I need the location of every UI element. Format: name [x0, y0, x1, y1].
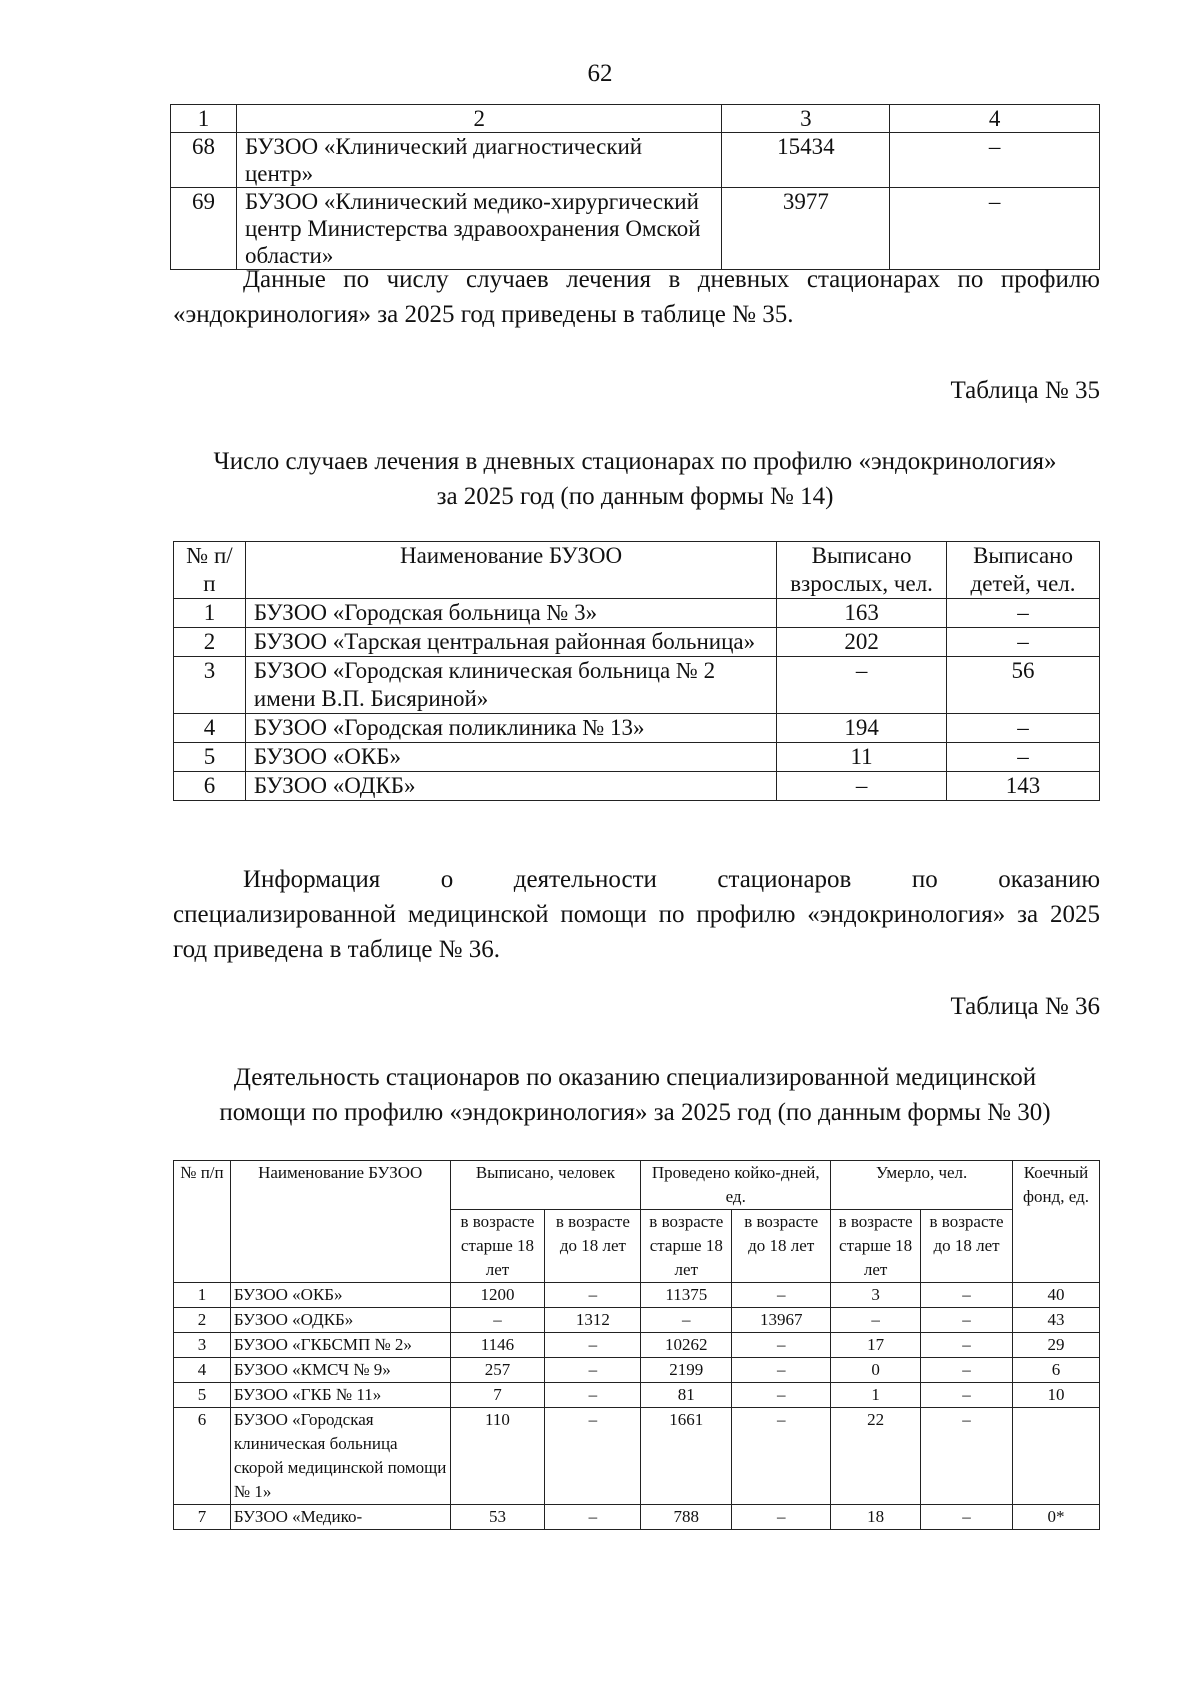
row-adults: 11 [777, 743, 947, 772]
header-num: № п/п [174, 1161, 231, 1283]
row-number: 6 [174, 772, 246, 801]
row-died-adult: 17 [831, 1333, 921, 1358]
table-36-title [150, 1060, 1120, 1130]
row-children: – [947, 599, 1100, 628]
row-number: 3 [174, 657, 246, 714]
row-died-adult: 22 [831, 1408, 921, 1505]
row-died-adult: – [831, 1308, 921, 1333]
row-name: БУЗОО «ОКБ» [230, 1283, 450, 1308]
table-row [174, 743, 1100, 772]
table-35-title [150, 444, 1120, 514]
row-bed-days-child: – [732, 1333, 831, 1358]
row-bed-days-adult: 2199 [641, 1358, 732, 1383]
table-row [174, 1283, 1100, 1308]
row-number: 6 [174, 1408, 231, 1505]
row-discharged-child: – [545, 1333, 641, 1358]
row-died-child: – [921, 1283, 1013, 1308]
row-children: – [947, 743, 1100, 772]
row-beds: 29 [1012, 1333, 1099, 1358]
row-adults: 202 [777, 628, 947, 657]
table-36 [173, 1160, 1100, 1530]
row-name: БУЗОО «Городская клиническая больница № 2 имени В.П. Бисяриной» [245, 657, 776, 714]
subheader-over18: в возрасте старше 18 лет [450, 1210, 545, 1283]
row-name: БУЗОО «Тарская центральная районная больница» [245, 628, 776, 657]
row-discharged-child: – [545, 1408, 641, 1505]
row-name: БУЗОО «ОДКБ» [245, 772, 776, 801]
header-adults: Выписано взрослых, чел. [777, 542, 947, 599]
row-value: – [890, 133, 1100, 188]
row-name: БУЗОО «Клинический медико-хирургический центр Министерства здравоохранения Омской области» [236, 188, 722, 270]
row-adults: – [777, 657, 947, 714]
title-line: за 2025 год (по данным формы № 14) [436, 483, 834, 510]
row-name: БУЗОО «ГКБ № 11» [230, 1383, 450, 1408]
row-died-adult: 3 [831, 1283, 921, 1308]
table-row [171, 133, 1100, 188]
continuation-table [170, 104, 1100, 270]
subheader-over18: в возрасте старше 18 лет [831, 1210, 921, 1283]
table-row [174, 772, 1100, 801]
row-number: 2 [174, 628, 246, 657]
row-bed-days-child: – [732, 1358, 831, 1383]
row-children: – [947, 714, 1100, 743]
row-bed-days-child: – [732, 1383, 831, 1408]
header-cell: 3 [722, 105, 890, 133]
row-bed-days-adult: – [641, 1308, 732, 1333]
row-name: БУЗОО «Городская больница № 3» [245, 599, 776, 628]
row-discharged-adult: 257 [450, 1358, 545, 1383]
subheader-under18: в возрасте до 18 лет [732, 1210, 831, 1283]
row-discharged-child: – [545, 1358, 641, 1383]
row-number: 5 [174, 1383, 231, 1408]
paragraph-table-36-intro [173, 862, 1100, 967]
row-died-child: – [921, 1358, 1013, 1383]
row-died-child: – [921, 1308, 1013, 1333]
header-died: Умерло, чел. [831, 1161, 1013, 1210]
row-discharged-child: – [545, 1283, 641, 1308]
row-name: БУЗОО «Клинический диагностический центр» [236, 133, 722, 188]
row-discharged-adult: 110 [450, 1408, 545, 1505]
row-name: БУЗОО «Городская поликлиника № 13» [245, 714, 776, 743]
row-died-adult: 18 [831, 1505, 921, 1530]
table-35-label: Таблица № 35 [950, 377, 1100, 404]
row-bed-days-adult: 10262 [641, 1333, 732, 1358]
table-row [174, 628, 1100, 657]
row-beds [1012, 1408, 1099, 1505]
subheader-under18: в возрасте до 18 лет [921, 1210, 1013, 1283]
subheader-over18: в возрасте старше 18 лет [641, 1210, 732, 1283]
row-discharged-child: – [545, 1383, 641, 1408]
row-died-child: – [921, 1333, 1013, 1358]
row-value: – [890, 188, 1100, 270]
row-bed-days-adult: 1661 [641, 1408, 732, 1505]
row-number: 5 [174, 743, 246, 772]
header-cell: 1 [171, 105, 237, 133]
table-row [174, 1358, 1100, 1383]
table-header-row [174, 1161, 1100, 1210]
table-35 [173, 541, 1100, 801]
header-children: Выписано детей, чел. [947, 542, 1100, 599]
row-value: 3977 [722, 188, 890, 270]
header-discharged: Выписано, человек [450, 1161, 641, 1210]
table-header-row [171, 105, 1100, 133]
row-number: 68 [171, 133, 237, 188]
header-beds: Коечный фонд, ед. [1012, 1161, 1099, 1283]
row-beds: 10 [1012, 1383, 1099, 1408]
row-died-child: – [921, 1383, 1013, 1408]
row-died-child: – [921, 1408, 1013, 1505]
row-children: – [947, 628, 1100, 657]
row-died-child: – [921, 1505, 1013, 1530]
table-row [174, 599, 1100, 628]
table-36-label: Таблица № 36 [950, 993, 1100, 1020]
row-bed-days-adult: 81 [641, 1383, 732, 1408]
paragraph-text: Информация о деятельности стационаров по оказанию [243, 866, 1100, 893]
row-discharged-adult: 7 [450, 1383, 545, 1408]
header-num: № п/п [174, 542, 246, 599]
row-bed-days-child: – [732, 1408, 831, 1505]
row-number: 7 [174, 1505, 231, 1530]
row-name: БУЗОО «ГКБСМП № 2» [230, 1333, 450, 1358]
row-adults: – [777, 772, 947, 801]
row-died-adult: 1 [831, 1383, 921, 1408]
row-name: БУЗОО «КМСЧ № 9» [230, 1358, 450, 1383]
row-number: 69 [171, 188, 237, 270]
row-number: 2 [174, 1308, 231, 1333]
row-bed-days-child: – [732, 1283, 831, 1308]
row-children: 56 [947, 657, 1100, 714]
row-discharged-adult: – [450, 1308, 545, 1333]
header-bed-days: Проведено койко-дней, ед. [641, 1161, 831, 1210]
row-discharged-adult: 1200 [450, 1283, 545, 1308]
row-beds: 43 [1012, 1308, 1099, 1333]
table-36-body [174, 1283, 1100, 1530]
row-adults: 163 [777, 599, 947, 628]
row-beds: 40 [1012, 1283, 1099, 1308]
row-value: 15434 [722, 133, 890, 188]
table-row [174, 1333, 1100, 1358]
row-bed-days-adult: 788 [641, 1505, 732, 1530]
header-name: Наименование БУЗОО [245, 542, 776, 599]
row-number: 4 [174, 714, 246, 743]
row-discharged-child: 1312 [545, 1308, 641, 1333]
header-name: Наименование БУЗОО [230, 1161, 450, 1283]
subheader-under18: в возрасте до 18 лет [545, 1210, 641, 1283]
title-line: помощи по профилю «эндокринология» за 2025 год (по данным формы № 30) [219, 1099, 1051, 1126]
row-died-adult: 0 [831, 1358, 921, 1383]
row-name: БУЗОО «Медико- [230, 1505, 450, 1530]
row-name: БУЗОО «ОДКБ» [230, 1308, 450, 1333]
row-bed-days-child: 13967 [732, 1308, 831, 1333]
title-line: Деятельность стационаров по оказанию специализированной медицинской [233, 1064, 1037, 1091]
paragraph-text: специализированной медицинской помощи по профилю «эндокринология» за 2025 год приведена в таблице № 36. [173, 901, 1100, 963]
table-row [174, 1308, 1100, 1333]
row-discharged-adult: 1146 [450, 1333, 545, 1358]
header-cell: 4 [890, 105, 1100, 133]
row-discharged-adult: 53 [450, 1505, 545, 1530]
row-beds: 6 [1012, 1358, 1099, 1383]
row-number: 4 [174, 1358, 231, 1383]
row-name: БУЗОО «ОКБ» [245, 743, 776, 772]
row-children: 143 [947, 772, 1100, 801]
table-row [174, 1408, 1100, 1505]
page-number: 62 [587, 60, 613, 87]
row-bed-days-child: – [732, 1505, 831, 1530]
table-row [174, 714, 1100, 743]
row-number: 1 [174, 1283, 231, 1308]
row-number: 1 [174, 599, 246, 628]
row-name: БУЗОО «Городская клиническая больница скорой медицинской помощи № 1» [230, 1408, 450, 1505]
paragraph-text: Данные по числу случаев лечения в дневных стационарах по профилю «эндокринология» за 2025 год приведены в таблице № 35. [173, 266, 1100, 328]
paragraph-first-line [173, 862, 1100, 897]
row-number: 3 [174, 1333, 231, 1358]
row-beds: 0* [1012, 1505, 1099, 1530]
header-cell: 2 [236, 105, 722, 133]
paragraph-table-35-intro [173, 262, 1100, 332]
title-line: Число случаев лечения в дневных стационарах по профилю «эндокринология» [213, 448, 1057, 475]
row-bed-days-adult: 11375 [641, 1283, 732, 1308]
table-header-row [174, 542, 1100, 599]
row-adults: 194 [777, 714, 947, 743]
table-row [171, 188, 1100, 270]
row-discharged-child: – [545, 1505, 641, 1530]
table-row [174, 1383, 1100, 1408]
table-row [174, 657, 1100, 714]
table-row [174, 1505, 1100, 1530]
